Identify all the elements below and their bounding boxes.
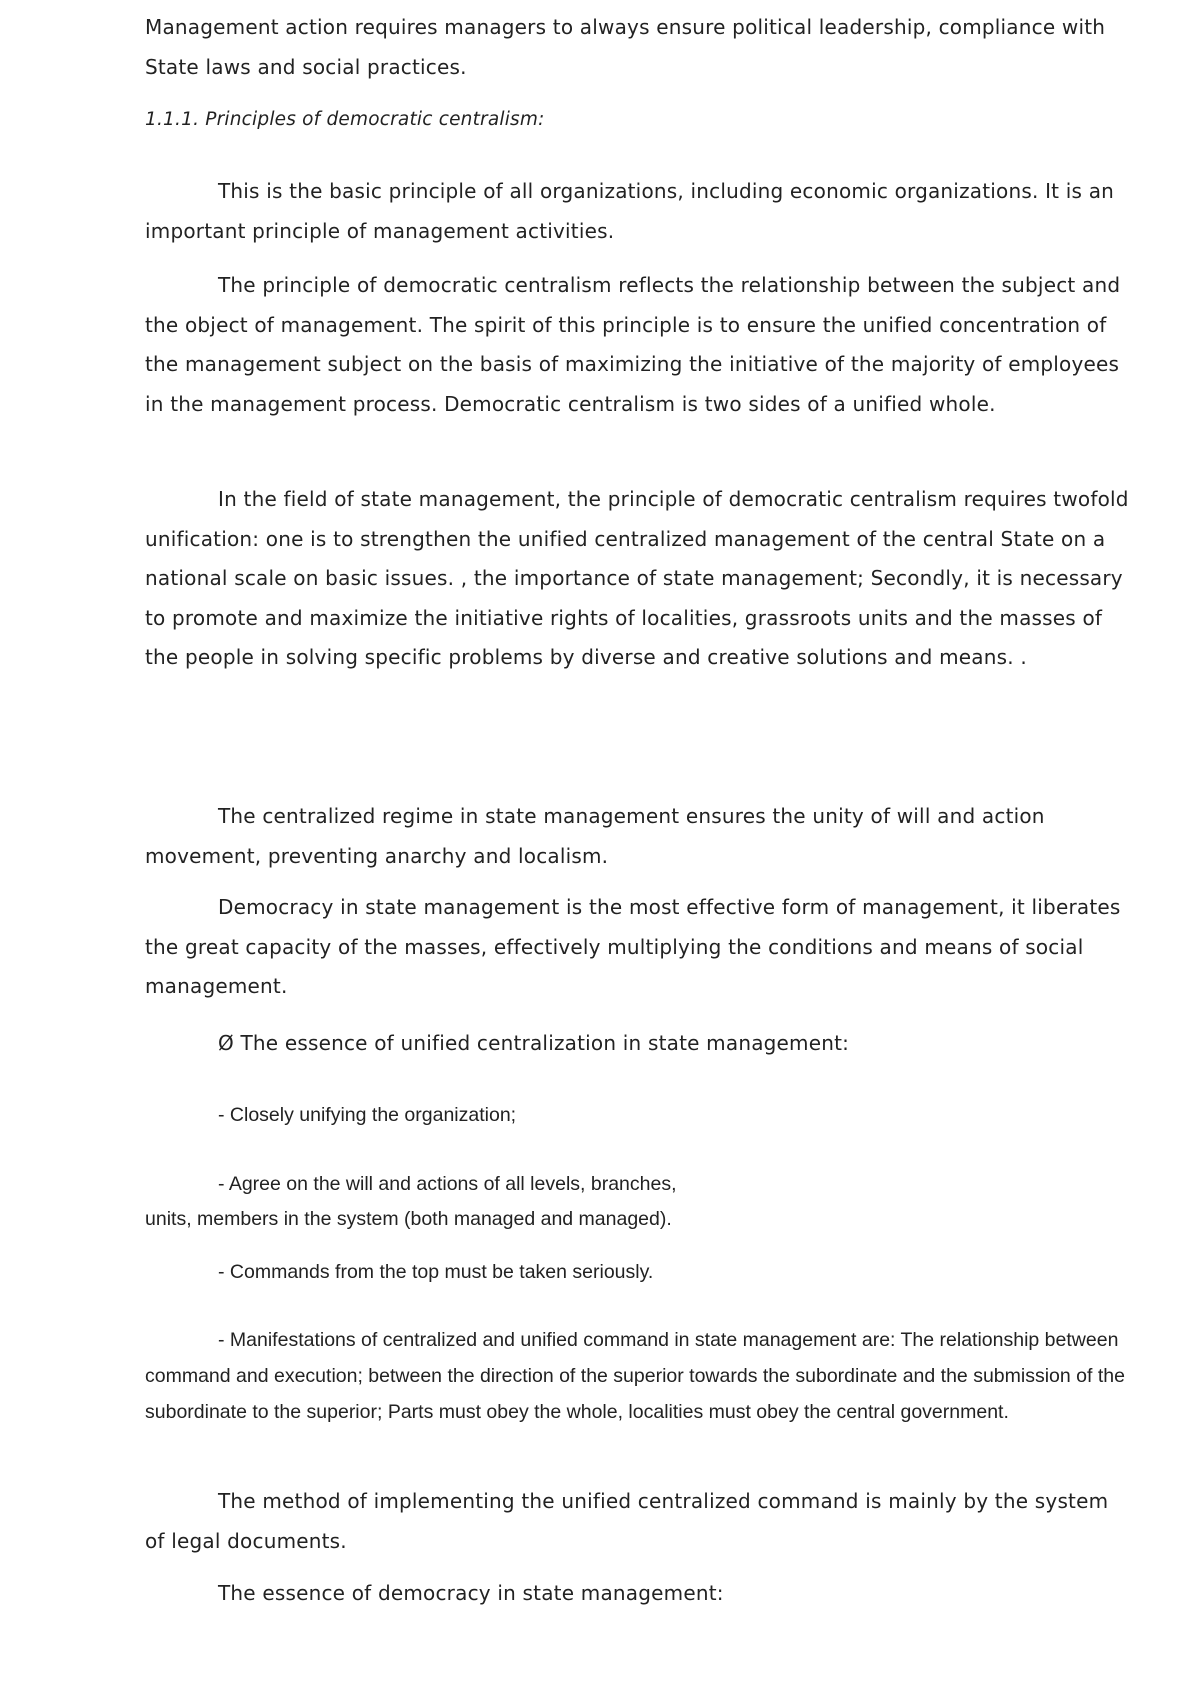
paragraph-relationship: The principle of democratic centralism reflects the relationship between the subject and the object of management. The spirit of this principle is to ensure the unified concentration of the management subject on the basis of maximizing the initiative of the majority of employees in the management process. Democratic centralism is two sides of a unified whole.	[145, 273, 1121, 416]
paragraph-democracy: Democracy in state management is the most effective form of management, it liberates the great capacity of the masses, effectively multiplying the conditions and means of social management.	[145, 895, 1121, 998]
paragraph-essence-centralization: Ø The essence of unified centralization in state management:	[218, 1031, 850, 1055]
list-item-manifestations: - Manifestations of centralized and unified command in state management are: The relationship between command and execution; between the direction of the superior towards the subordinate and the submission of the subordinate to the superior; Parts must obey the whole, localities must obey the central government.	[145, 1329, 1125, 1423]
list-item-agree-continued: units, members in the system (both managed and managed).	[145, 1208, 672, 1230]
section-heading: 1.1.1. Principles of democratic centralism:	[145, 109, 545, 130]
list-item-unifying: - Closely unifying the organization;	[218, 1104, 517, 1126]
paragraph-state-management: In the field of state management, the principle of democratic centralism requires twofold unification: one is to strengthen the unified centralized management of the central State on a national scale on basic issues. , the importance of state management; Secondly, it is necessary to promote and maximize the initiative rights of localities, grassroots units and the masses of the people in solving specific problems by diverse and creative solutions and means. .	[145, 487, 1129, 669]
list-item-agree: - Agree on the will and actions of all levels, branches,	[218, 1173, 677, 1195]
paragraph-intro: Management action requires managers to always ensure political leadership, compliance with State laws and social practices.	[145, 15, 1106, 79]
paragraph-essence-democracy: The essence of democracy in state management:	[218, 1581, 724, 1605]
list-item-commands: - Commands from the top must be taken seriously.	[218, 1261, 654, 1283]
paragraph-basic-principle: This is the basic principle of all organizations, including economic organizations. It is an important principle of management activities.	[145, 179, 1115, 243]
paragraph-centralized-regime: The centralized regime in state management ensures the unity of will and action movement, preventing anarchy and localism.	[145, 804, 1045, 868]
paragraph-method: The method of implementing the unified centralized command is mainly by the system of legal documents.	[145, 1489, 1109, 1553]
